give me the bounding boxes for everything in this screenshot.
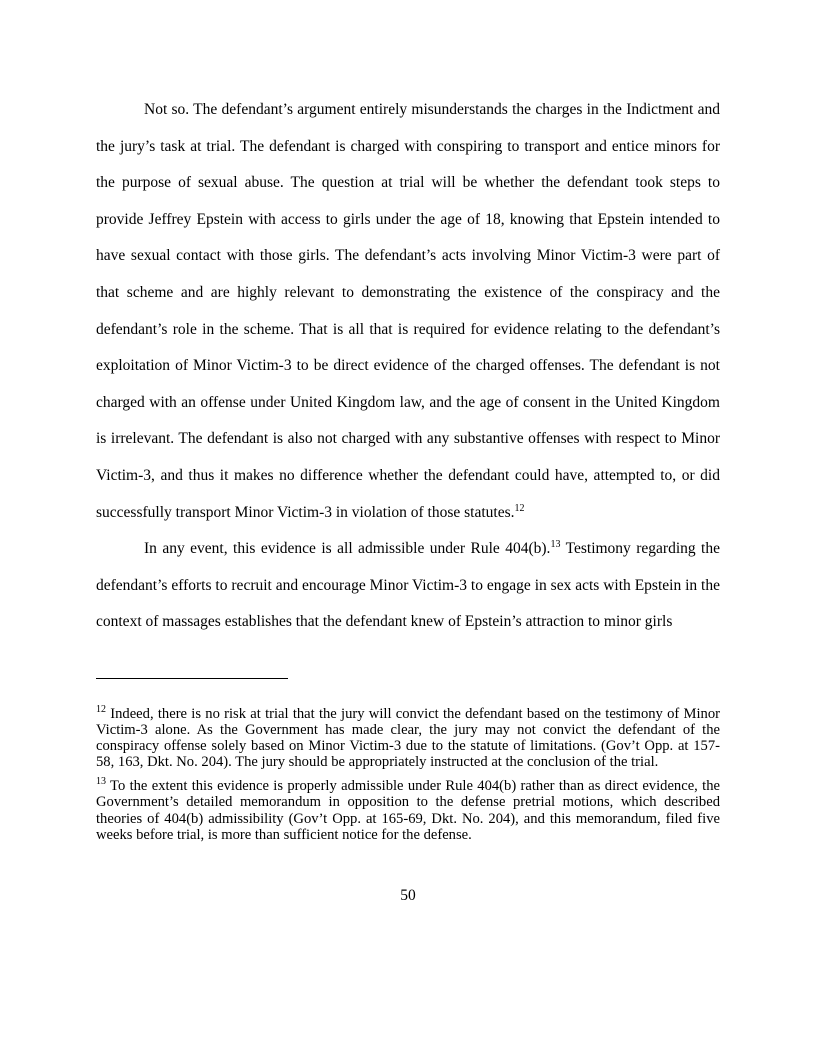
footnote-12 xyxy=(96,706,720,770)
footnote-separator xyxy=(96,678,288,679)
paragraph-2-text-b: Testimony regarding the defendant’s efforts to recruit and encourage Minor Victim-3 to engage in sex acts with Epstein in the context of massages establishes that the defendant knew of Epstein’s attraction to minor girls xyxy=(96,540,720,631)
footnote-text: Indeed, there is no risk at trial that the jury will convict the defendant based on the testimony of Minor Victim-3 alone. As the Government has made clear, the jury may not convict the defendant of the conspiracy offense solely based on Minor Victim-3 due to the statute of limitations. (Gov’t Opp. at 157-58, 163, Dkt. No. 204). The jury should be appropriately instructed at the conclusion of the trial. xyxy=(96,706,720,771)
paragraph-1-text: Not so. The defendant’s argument entirely misunderstands the charges in the Indictment and the jury’s task at trial. The defendant is charged with conspiring to transport and entice minors for the purpose of sexual abuse. The question at trial will be whether the defendant took steps to provide Jeffrey Epstein with access to girls under the age of 18, knowing that Epstein intended to have sexual contact with those girls. The defendant’s acts involving Minor Victim-3 were part of that scheme and are highly relevant to demonstrating the existence of the conspiracy and the defendant’s role in the scheme. That is all that is required for evidence relating to the defendant’s exploitation of Minor Victim-3 to be direct evidence of the charged offenses. The defendant is not charged with an offense under United Kingdom law, and the age of consent in the United Kingdom is irrelevant. The defendant is also not charged with any substantive offenses with respect to Minor Victim-3, and thus it makes no difference whether the defendant could have, attempted to, or did successfully transport Minor Victim-3 in violation of those statutes. xyxy=(96,101,720,521)
footnote-ref-12[interactable]: 12 xyxy=(514,502,525,514)
paragraph-1 xyxy=(96,92,720,531)
page-number: 50 xyxy=(400,887,416,904)
footnotes xyxy=(96,706,720,851)
footnote-number: 12 xyxy=(96,704,106,716)
body-text xyxy=(96,92,720,641)
footnote-text: To the extent this evidence is properly admissible under Rule 404(b) rather than as direct evidence, the Government’s detailed memorandum in opposition to the defense pretrial motions, which described theories of 404(b) admissibility (Gov’t Opp. at 165-69, Dkt. No. 204), and this memorandum, filed five weeks before trial, is more than sufficient notice for the defense. xyxy=(96,778,720,843)
paragraph-2 xyxy=(96,531,720,641)
footnote-number: 13 xyxy=(96,776,106,788)
footnote-13 xyxy=(96,778,720,842)
paragraph-2-text-a: In any event, this evidence is all admissible under Rule 404(b). xyxy=(144,540,551,558)
footnote-ref-13[interactable]: 13 xyxy=(550,538,561,550)
